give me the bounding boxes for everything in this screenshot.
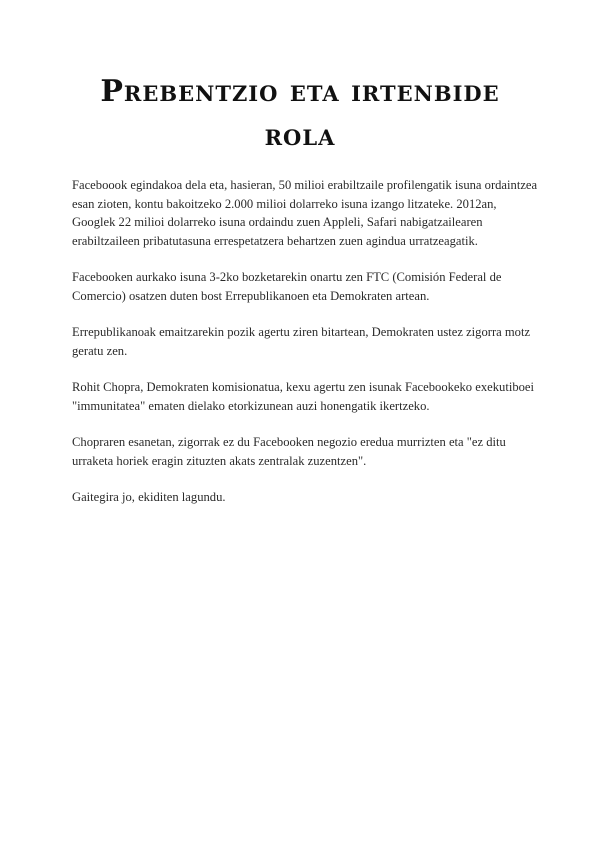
paragraph-6: Gaitegira jo, ekiditen lagundu. — [72, 490, 226, 504]
paragraph-2: Facebooken aurkako isuna 3-2ko bozketarekin onartu zen FTC (Comisión Federal de Comercio) osatzen duten bost Errepublikanoen eta Demokraten artean. — [72, 270, 502, 303]
page-title: Prebentzio eta irtenbide rola — [100, 74, 500, 153]
paragraph-1: Faceboook egindakoa dela eta, hasieran, 50 milioi erabiltzaile profilengatik isuna ordaintzea esan zioten, kontu bakoitzeko 2.000 milioi dolarreko isuna izango litzateke. 2012an, Googlek 22 milioi dolarreko isuna ordaindu zuen Appleli, Safari nabigatzailearen erabiltzaileen pribatutasuna errespetatzera behartzen zuen agindua urratzeagatik. — [72, 178, 538, 248]
paragraph-5: Chopraren esanetan, zigorrak ez du Facebooken negozio eredua murrizten eta "ez ditu urraketa horiek eragin zituzten akats zentralak zuzentzen". — [72, 435, 506, 468]
paragraph-3: Errepublikanoak emaitzarekin pozik agertu ziren bitartean, Demokraten ustez zigorra motz geratu zen. — [72, 325, 531, 358]
paragraph-4: Rohit Chopra, Demokraten komisionatua, kexu agertu zen isunak Facebookeko exekutiboei "immunitatea" ematen dielako etorkizunean auzi honengatik ikertzeko. — [72, 380, 534, 413]
document-body — [72, 176, 540, 525]
